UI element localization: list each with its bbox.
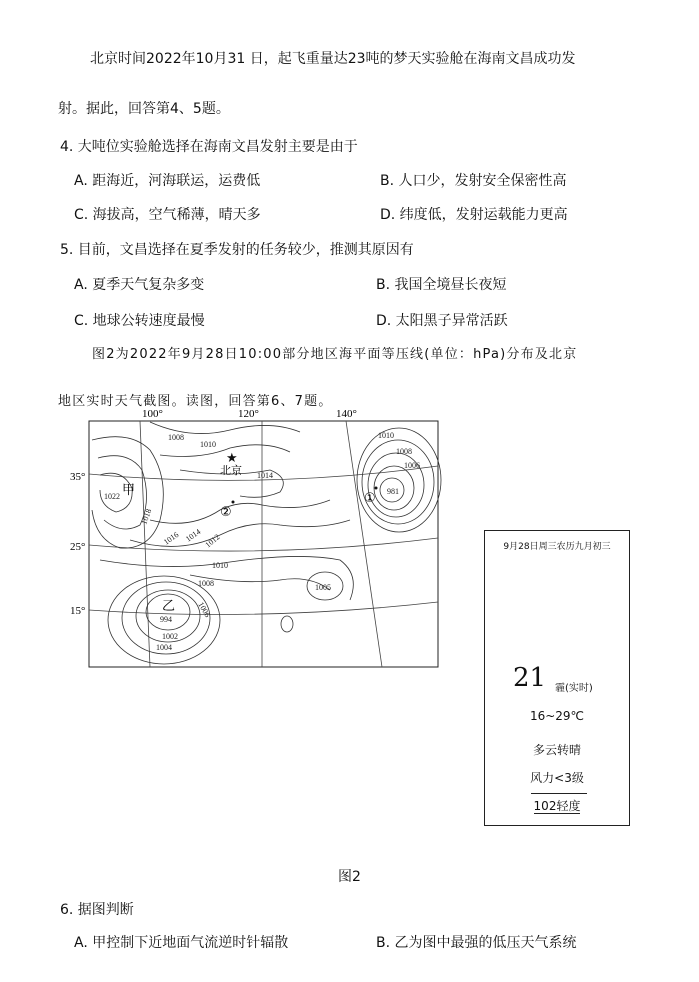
isobar-line <box>130 520 350 546</box>
weather-divider <box>531 793 587 794</box>
lat-label-35: 35° <box>70 471 86 483</box>
weather-panel <box>484 530 630 826</box>
figure-intro-line-2: 地区实时天气截图。读图，回答第6、7题。 <box>58 394 333 409</box>
q5-option-d: D. 太阳黑子异常活跃 <box>376 313 508 329</box>
isobar-value: 1018 <box>139 507 154 526</box>
isobar-value: 1010 <box>378 431 394 440</box>
lon-label-140: 140° <box>336 408 357 420</box>
q4-option-b: B. 人口少，发射安全保密性高 <box>380 173 567 189</box>
point-1-dot <box>375 487 378 490</box>
isobar-line <box>150 500 330 523</box>
isobar-value: 1006 <box>404 461 420 470</box>
weather-temperature: 21 <box>513 663 547 693</box>
weather-wind: 风力<3级 <box>530 771 584 785</box>
isobar-value: 1014 <box>183 527 203 544</box>
isobar-value: 1006 <box>196 600 213 619</box>
meridian-140 <box>346 421 382 667</box>
question-4-stem: 4. 大吨位实验舱选择在海南文昌发射主要是由于 <box>60 139 358 155</box>
q5-option-c: C. 地球公转速度最慢 <box>74 313 205 329</box>
isobar-value: 1008 <box>198 579 214 588</box>
isobar-value: 1012 <box>203 532 222 550</box>
intro-line-1: 北京时间2022年10月31 日，起飞重量达23吨的梦天实验舱在海南文昌成功发 <box>90 51 576 67</box>
place-beijing: 北京 <box>220 464 242 477</box>
intro-line-2: 射。据此，回答第4、5题。 <box>58 101 230 117</box>
point-2-dot <box>232 501 235 504</box>
isobar-value: 1014 <box>257 471 273 480</box>
weather-range: 16~29℃ <box>529 709 585 723</box>
question-5-stem: 5. 目前，文昌选择在夏季发射的任务较少，推测其原因有 <box>60 242 414 258</box>
isobar-value: 1010 <box>200 440 216 449</box>
lat-label-15: 15° <box>70 605 86 617</box>
q4-option-c: C. 海拔高，空气稀薄，晴天多 <box>74 207 261 223</box>
point-2-label: ② <box>220 505 232 520</box>
q6-option-a: A. 甲控制下近地面气流逆时针辐散 <box>74 935 289 951</box>
isobar-value: 1008 <box>168 433 184 442</box>
weather-aqi: 霾(实时) <box>555 683 593 694</box>
q5-option-a: A. 夏季天气复杂多变 <box>74 277 205 293</box>
figure-caption: 图2 <box>338 869 361 885</box>
isobar-value: 1022 <box>104 492 120 501</box>
place-jia: 甲 <box>122 483 136 498</box>
lon-label-100: 100° <box>142 408 163 420</box>
question-6-stem: 6. 据图判断 <box>60 902 134 918</box>
isobar-value: 1005 <box>315 583 331 592</box>
q4-option-a: A. 距海近，河海联运，运费低 <box>74 173 261 189</box>
parallel-15 <box>89 602 438 615</box>
isobar-value: 1008 <box>396 447 412 456</box>
lat-label-25: 25° <box>70 541 86 553</box>
isobar-line <box>281 616 293 632</box>
isobar-value: 1010 <box>212 561 228 570</box>
isobar-line <box>150 422 300 434</box>
place-yi: 乙 <box>162 599 176 614</box>
lon-label-120: 120° <box>238 408 259 420</box>
isobar-value: 981 <box>387 487 399 496</box>
figure-intro-line-1: 图2为2022年9月28日10:00部分地区海平面等压线(单位：hPa)分布及北京 <box>92 347 578 362</box>
isobar-value: 1004 <box>156 643 172 652</box>
isobar-value: 994 <box>160 615 172 624</box>
isobar-value: 1016 <box>161 530 181 547</box>
weather-condition: 多云转晴 <box>532 743 581 757</box>
q4-option-d: D. 纬度低，发射运载能力更高 <box>380 207 568 223</box>
isobar-line <box>160 445 290 457</box>
q5-option-b: B. 我国全境昼长夜短 <box>376 277 507 293</box>
point-1-label: ① <box>364 491 376 506</box>
beijing-star-icon: ★ <box>226 451 238 466</box>
weather-date: 9月28日周三农历九月初三 <box>503 542 611 552</box>
isobar-value: 1002 <box>162 632 178 641</box>
q6-option-b: B. 乙为图中最强的低压天气系统 <box>376 935 577 951</box>
weather-uv <box>485 797 629 814</box>
weather-uv-text: 102轻度 <box>533 799 581 813</box>
